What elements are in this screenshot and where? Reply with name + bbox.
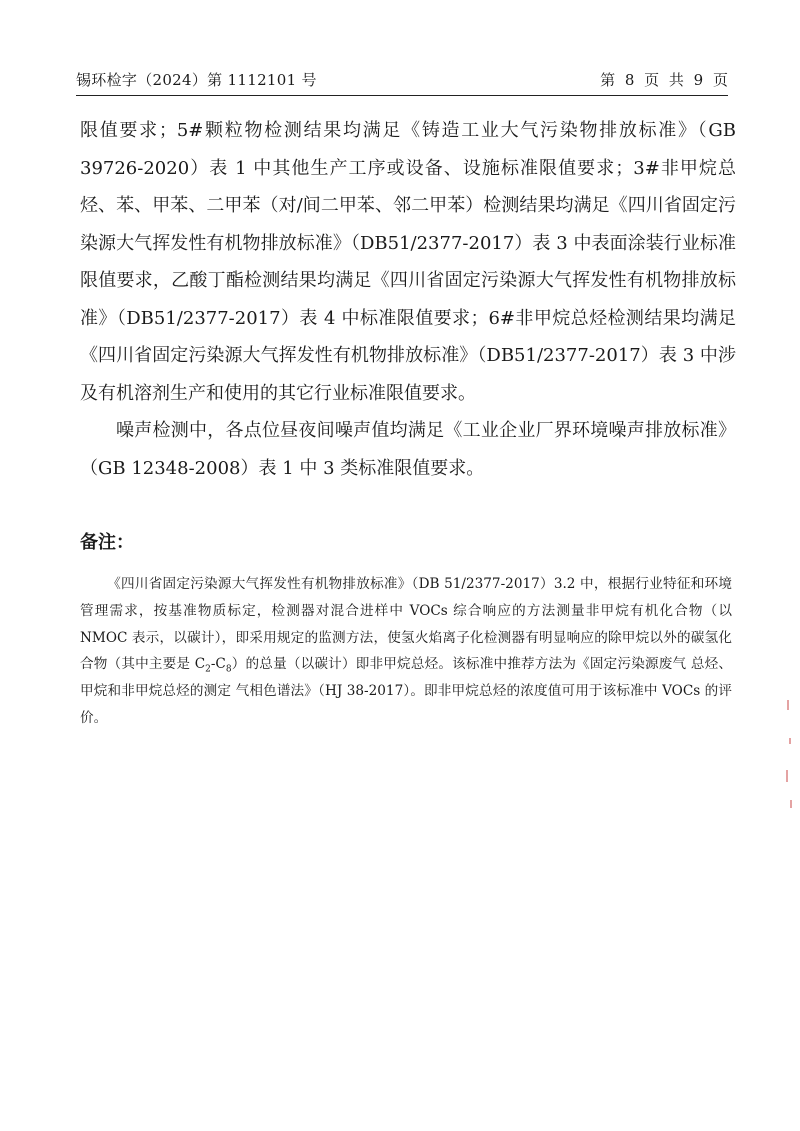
page-indicator: 第 8 页 共 9 页 — [600, 71, 728, 89]
remarks-dash: -C — [210, 656, 226, 673]
conclusion-paragraph-noise: 噪声检测中，各点位昼夜间噪声值均满足《工业企业厂界环境噪声排放标准》（GB 12348-2008）表 1 中 3 类标准限值要求。 — [80, 420, 736, 479]
subscript-8: 8 — [225, 665, 232, 676]
seal-mark — [790, 800, 792, 808]
seal-mark — [786, 770, 788, 782]
report-number: 锡环检字（2024）第 1112101 号 — [76, 71, 317, 89]
remarks-title: 备注： — [80, 532, 134, 553]
seal-mark — [789, 738, 791, 744]
remarks-text-part-1: 《四川省固定污染源大气挥发性有机物排放标准》（DB 51/2377-2017）3.2 中，根据行业特征和环境管理需求，按基准物质标定，检测器对混合进样中 VOCs 综合响应的方法测量非甲烷有机化合物（以 NMOC 表示，以碳计），即采用规定的监测方法，使氢火焰离子化检测器有明显响应的除甲烷以外的碳氢化合物（其中主要是 C — [80, 576, 732, 673]
subscript-2: 2 — [205, 665, 211, 676]
report-body — [80, 112, 736, 487]
seal-mark — [787, 700, 789, 710]
header-rule — [76, 95, 728, 96]
page-header — [76, 69, 728, 93]
remarks-text-part-2: ）的总量（以碳计）即非甲烷总烃。该标准中推荐方法为《固定污染源废气 总烃、甲烷和非甲烷总烃的测定 气相色谱法》（HJ 38-2017）。即非甲烷总烃的浓度值可用于该标准中 VOCs 的评价。 — [80, 656, 732, 726]
remarks-text — [80, 571, 732, 732]
conclusion-paragraph-air: 限值要求；5#颗粒物检测结果均满足《铸造工业大气污染物排放标准》（GB 39726-2020）表 1 中其他生产工序或设备、设施标准限值要求；3#非甲烷总烃、苯、甲苯、二甲苯（对/间二甲苯、邻二甲苯）检测结果均满足《四川省固定污染源大气挥发性有机物排放标准》（DB51/2377-2017）表 3 中表面涂装行业标准限值要求，乙酸丁酯检测结果均满足《四川省固定污染源大气挥发性有机物排放标准》（DB51/2377-2017）表 4 中标准限值要求；6#非甲烷总烃检测结果均满足《四川省固定污染源大气挥发性有机物排放标准》（DB51/2377-2017）表 3 中涉及有机溶剂生产和使用的其它行业标准限值要求。 — [80, 120, 736, 404]
